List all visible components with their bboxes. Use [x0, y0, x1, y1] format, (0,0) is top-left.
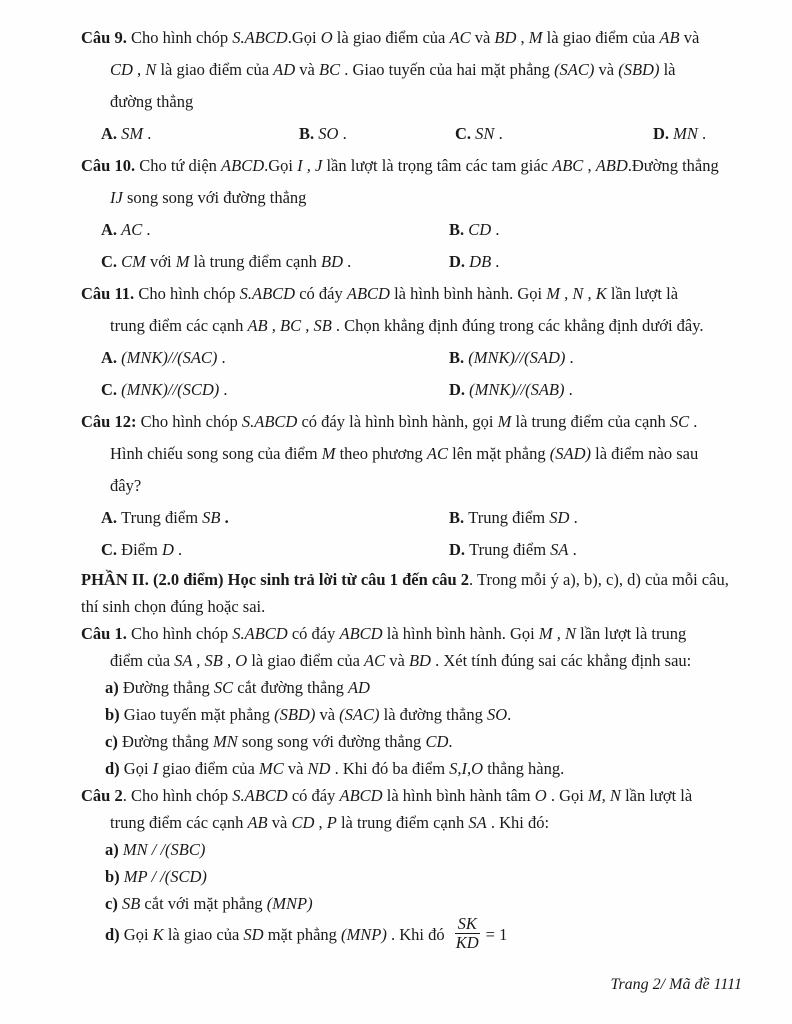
text-segment: . — [338, 124, 347, 143]
text-segment: . Xét tính đúng sai các khẳng định sau: — [430, 651, 692, 670]
text-segment: AD — [347, 678, 370, 697]
text-segment: AB — [659, 28, 680, 47]
text-segment: song song với đường thẳng — [237, 732, 426, 751]
text-segment: . — [217, 348, 226, 367]
text-segment: . Gọi — [546, 786, 588, 805]
fraction — [453, 915, 482, 953]
text-segment: (SAC) — [339, 705, 380, 724]
text-segment: S.ABCD — [232, 624, 288, 643]
text-segment: M , N , K — [546, 284, 607, 303]
text-segment: đây? — [110, 476, 142, 495]
option-cell — [449, 374, 743, 406]
text-segment: d) — [105, 924, 124, 944]
text-line — [81, 755, 743, 782]
text-segment: Cho hình chóp — [134, 284, 240, 303]
text-segment: Trung điểm — [468, 508, 550, 527]
text-segment: có đáy — [287, 624, 340, 643]
text-segment: BC — [318, 60, 341, 79]
option-cell — [449, 246, 743, 278]
text-segment: C. — [101, 252, 122, 271]
text-segment: . — [507, 705, 512, 724]
text-segment: SM — [121, 124, 144, 143]
text-segment: b) — [105, 705, 124, 724]
text-segment: a) — [105, 840, 123, 859]
text-segment: có đáy — [287, 786, 340, 805]
text-segment: , — [222, 651, 236, 670]
question-11 — [81, 278, 743, 406]
text-segment: A. — [101, 348, 122, 367]
text-segment: AD — [273, 60, 296, 79]
option-cell — [449, 534, 743, 566]
text-line — [81, 728, 743, 755]
text-line — [81, 593, 743, 620]
text-segment: đường thẳng — [110, 92, 194, 111]
option-cell — [449, 214, 743, 246]
part-2-header — [81, 566, 743, 620]
text-segment: . — [568, 540, 577, 559]
text-segment: P — [326, 813, 337, 832]
part2-question-1 — [81, 620, 743, 782]
text-segment: lần lượt là — [620, 786, 693, 805]
text-segment: là giao điểm của — [247, 651, 365, 670]
text-segment: I , J — [297, 156, 323, 175]
text-segment: AC — [426, 444, 449, 463]
question-10 — [81, 150, 743, 278]
text-segment: lần lượt là trung — [576, 624, 687, 643]
text-segment: SB — [202, 508, 221, 527]
text-segment: MN — [212, 732, 238, 751]
text-segment: với — [145, 252, 176, 271]
text-segment: theo phương — [335, 444, 427, 463]
text-line — [81, 647, 743, 674]
text-segment: .Gọi — [287, 28, 321, 47]
document-content — [81, 22, 743, 955]
text-segment: . — [343, 252, 352, 271]
text-segment: ABCD — [346, 284, 390, 303]
text-segment: MC — [258, 759, 284, 778]
page-footer: Trang 2/ Mã đề 1111 — [610, 976, 742, 993]
text-segment: D. — [449, 540, 470, 559]
text-segment: điểm của — [110, 651, 175, 670]
text-segment: . — [564, 380, 573, 399]
text-segment: D. — [449, 252, 470, 271]
text-segment: . — [219, 380, 228, 399]
text-line — [81, 182, 743, 214]
text-segment: M — [497, 412, 512, 431]
text-segment: S.ABCD — [232, 28, 288, 47]
text-segment: . Chọn khẳng định đúng trong các khẳng định dưới đây. — [331, 316, 704, 335]
text-segment: . — [689, 412, 698, 431]
text-segment: B. — [449, 220, 469, 239]
text-segment: Cho hình chóp — [136, 412, 242, 431]
text-segment: Câu 9. — [81, 28, 127, 47]
text-segment: là điểm nào sau — [590, 444, 699, 463]
text-segment: AC — [121, 220, 143, 239]
text-segment: là đường thẳng — [379, 705, 487, 724]
text-segment: . — [142, 220, 151, 239]
text-segment: SB — [121, 894, 141, 913]
text-segment: . Trong mỗi ý a), b), c), d) của mỗi câu, — [469, 570, 729, 589]
text-segment: N — [145, 60, 157, 79]
text-segment: IJ — [110, 188, 123, 207]
text-line — [81, 86, 743, 118]
text-segment: (SAC) — [554, 60, 595, 79]
text-segment: , — [314, 813, 327, 832]
text-segment: B. — [299, 124, 319, 143]
part2-question-2 — [81, 782, 743, 955]
text-segment: CM — [121, 252, 146, 271]
question-12 — [81, 406, 743, 566]
text-line — [81, 890, 743, 917]
text-segment: Câu 12: — [81, 412, 137, 431]
text-segment: M — [175, 252, 190, 271]
text-segment: Trung điểm — [121, 508, 203, 527]
text-segment: và — [470, 28, 495, 47]
text-line — [81, 701, 743, 728]
text-segment: d) — [105, 759, 124, 778]
text-segment: A. — [101, 508, 122, 527]
question-9 — [81, 22, 743, 150]
text-segment: . Khi đó: — [486, 813, 550, 832]
text-line — [81, 406, 743, 438]
option-cell — [449, 342, 743, 374]
text-segment: . — [448, 732, 453, 751]
text-segment: là trung điểm cạnh — [189, 252, 321, 271]
text-segment: lần lượt là trọng tâm các tam giác — [322, 156, 553, 175]
text-segment: SN — [475, 124, 495, 143]
text-segment: , — [583, 156, 596, 175]
text-segment: và — [679, 28, 700, 47]
text-segment: . — [569, 508, 578, 527]
text-segment: PHẦN II. (2.0 điểm) Học sinh trả lời từ câu 1 đến câu 2 — [81, 570, 469, 589]
text-segment: Điểm — [121, 540, 162, 559]
text-segment: . Khi đó ba điểm — [330, 759, 450, 778]
text-segment: ABCD — [339, 624, 383, 643]
text-segment: SO — [486, 705, 508, 724]
text-segment: S.ABCD — [239, 284, 296, 303]
text-segment: C. — [101, 540, 122, 559]
text-segment: .Đường thẳng — [627, 156, 719, 175]
text-segment: cắt với mặt phẳng — [140, 894, 267, 913]
text-segment: và — [295, 60, 319, 79]
text-segment: ABD — [595, 156, 628, 175]
options-row — [81, 342, 743, 374]
text-segment: O — [235, 651, 248, 670]
text-segment: = 1 — [485, 924, 508, 944]
text-segment: thẳng hàng. — [483, 759, 565, 778]
text-segment: Hình chiếu song song của điểm — [110, 444, 322, 463]
text-segment: (MNP) — [266, 894, 313, 913]
text-segment: AB — [247, 813, 268, 832]
text-segment: (MNK)//(SAD) — [468, 348, 566, 367]
text-segment: và — [315, 705, 340, 724]
text-line — [81, 914, 743, 955]
text-segment: a) — [105, 678, 123, 697]
text-segment: là — [659, 60, 676, 79]
text-segment: . — [220, 508, 229, 527]
text-segment: là giao điểm của — [332, 28, 450, 47]
text-segment: Câu 10. — [81, 156, 136, 175]
text-segment: MP / /(SCD) — [123, 867, 207, 886]
text-line — [81, 22, 743, 54]
text-segment: MN / /(SBC) — [122, 840, 206, 859]
option-cell — [101, 342, 449, 374]
text-segment: Đường thẳng — [122, 678, 214, 697]
text-segment: A. — [101, 124, 122, 143]
text-segment: SD — [243, 924, 264, 944]
text-segment: CD — [110, 60, 133, 79]
text-segment: DB — [469, 252, 492, 271]
option-cell — [101, 246, 449, 278]
text-line — [81, 438, 743, 470]
text-segment: CD — [425, 732, 449, 751]
text-segment: (MNK)//(SCD) — [121, 380, 220, 399]
text-segment: AC — [449, 28, 471, 47]
text-segment: C. — [101, 380, 122, 399]
text-segment: M , N — [538, 624, 577, 643]
text-line — [81, 809, 743, 836]
text-segment: là giao điểm của — [542, 28, 660, 47]
text-segment: CD — [468, 220, 492, 239]
text-segment: AB , BC , SB — [247, 316, 332, 335]
text-segment: . — [491, 220, 500, 239]
option-cell — [101, 374, 449, 406]
text-segment: Đường thẳng — [121, 732, 213, 751]
text-line — [81, 782, 743, 809]
text-segment: và — [267, 813, 292, 832]
text-segment: I — [152, 759, 159, 778]
text-line — [81, 310, 743, 342]
text-segment: C. — [455, 124, 476, 143]
text-line — [81, 863, 743, 890]
text-segment: .Gọi — [264, 156, 298, 175]
text-segment: SC — [213, 678, 234, 697]
text-segment: SA — [468, 813, 487, 832]
text-line — [81, 54, 743, 86]
text-segment: . Giao tuyến của hai mặt phẳng — [340, 60, 555, 79]
options-row — [81, 534, 743, 566]
text-segment: BD — [494, 28, 517, 47]
text-segment: song song với đường thẳng — [122, 188, 307, 207]
text-segment: là hình bình hành. Gọi — [382, 624, 539, 643]
text-line — [81, 150, 743, 182]
text-segment: Giao tuyến mặt phẳng — [123, 705, 275, 724]
text-segment: c) — [105, 894, 122, 913]
text-segment: BD — [408, 651, 431, 670]
option-cell — [101, 502, 449, 534]
text-segment: . Cho hình chóp — [122, 786, 233, 805]
text-segment: Gọi — [123, 924, 153, 944]
text-segment: ND — [307, 759, 331, 778]
text-segment: (SBD) — [274, 705, 316, 724]
text-segment: M, N — [587, 786, 621, 805]
text-segment: Cho tứ diện — [135, 156, 222, 175]
text-segment: Trung điểm — [469, 540, 551, 559]
text-segment: SA , SB — [174, 651, 223, 670]
text-segment: và — [283, 759, 308, 778]
text-segment: Cho hình chóp — [126, 28, 233, 47]
options-row — [81, 502, 743, 534]
text-segment: . — [143, 124, 152, 143]
text-segment: lần lượt là — [606, 284, 679, 303]
text-segment: có đáy — [295, 284, 347, 303]
text-segment: M — [528, 28, 543, 47]
text-segment: là hình bình hành. Gọi — [389, 284, 547, 303]
options-row — [81, 118, 743, 150]
text-segment: ABCD — [221, 156, 265, 175]
text-segment: M — [321, 444, 336, 463]
text-segment: ABC — [552, 156, 584, 175]
text-segment: Câu 11. — [81, 284, 135, 303]
text-segment: và — [385, 651, 409, 670]
text-segment: CD — [291, 813, 315, 832]
fraction-denominator: KD — [455, 933, 479, 953]
text-segment: SO — [318, 124, 339, 143]
option-cell — [449, 502, 743, 534]
text-segment: c) — [105, 732, 122, 751]
text-segment: mặt phẳng — [263, 924, 342, 944]
text-segment: SD — [549, 508, 570, 527]
text-segment: lên mặt phẳng — [448, 444, 550, 463]
text-segment: S.ABCD — [241, 412, 298, 431]
text-line — [81, 278, 743, 310]
text-segment: có đáy là hình bình hành, gọi — [297, 412, 498, 431]
text-segment: , — [516, 28, 529, 47]
text-segment: D — [161, 540, 174, 559]
text-segment: và — [594, 60, 619, 79]
text-line — [81, 620, 743, 647]
text-segment: B. — [449, 508, 469, 527]
text-segment: là trung điểm của cạnh — [511, 412, 670, 431]
text-segment: AC — [364, 651, 386, 670]
text-segment: SC — [669, 412, 690, 431]
text-segment: . — [173, 540, 183, 559]
text-line — [81, 566, 743, 593]
text-segment: Câu 2 — [81, 786, 123, 805]
text-segment: Câu 1. — [81, 624, 127, 643]
text-line — [81, 836, 743, 863]
option-cell — [101, 118, 299, 150]
options-row — [81, 246, 743, 278]
text-segment: Cho hình chóp — [126, 624, 233, 643]
text-segment: . — [697, 124, 707, 143]
text-segment: MN — [673, 124, 698, 143]
text-segment: O — [320, 28, 333, 47]
text-segment: là trung điểm cạnh — [336, 813, 469, 832]
text-segment: (SAD) — [549, 444, 591, 463]
text-segment: S,I,O — [449, 759, 484, 778]
text-segment: (MNK)//(SAC) — [121, 348, 218, 367]
text-segment: trung điểm các cạnh — [110, 316, 248, 335]
text-segment: A. — [101, 220, 122, 239]
text-segment: là giao của — [163, 924, 244, 944]
text-segment: (MNP) — [341, 924, 387, 944]
text-segment: trung điểm các cạnh — [110, 813, 248, 832]
options-row — [81, 214, 743, 246]
text-segment: D. — [653, 124, 674, 143]
text-segment: D. — [449, 380, 470, 399]
text-segment: BD — [321, 252, 343, 271]
text-segment: thí sinh chọn đúng hoặc sai. — [81, 597, 266, 616]
option-cell — [101, 534, 449, 566]
text-segment: b) — [105, 867, 124, 886]
text-segment: B. — [449, 348, 469, 367]
fraction-numerator: SK — [455, 915, 480, 934]
text-segment: , — [132, 60, 146, 79]
text-segment: (SBD) — [618, 60, 660, 79]
text-segment: là giao điểm của — [156, 60, 274, 79]
text-segment: . — [494, 124, 503, 143]
text-segment: . — [565, 348, 574, 367]
text-segment: (MNK)//(SAB) — [469, 380, 565, 399]
text-segment: . Khi đó — [386, 924, 449, 944]
text-line — [81, 470, 743, 502]
options-row — [81, 374, 743, 406]
text-segment: là hình bình hành tâm — [382, 786, 535, 805]
option-cell — [299, 118, 455, 150]
text-segment: S.ABCD — [232, 786, 288, 805]
option-cell — [455, 118, 653, 150]
option-cell — [653, 118, 743, 150]
text-segment: Gọi — [123, 759, 153, 778]
text-segment: SA — [550, 540, 569, 559]
text-segment: K — [152, 924, 164, 944]
text-segment: ABCD — [339, 786, 383, 805]
text-line — [81, 674, 743, 701]
text-segment: cắt đường thẳng — [233, 678, 348, 697]
text-segment: . — [491, 252, 500, 271]
text-segment: O — [534, 786, 547, 805]
option-cell — [101, 214, 449, 246]
text-segment: giao điểm của — [158, 759, 259, 778]
